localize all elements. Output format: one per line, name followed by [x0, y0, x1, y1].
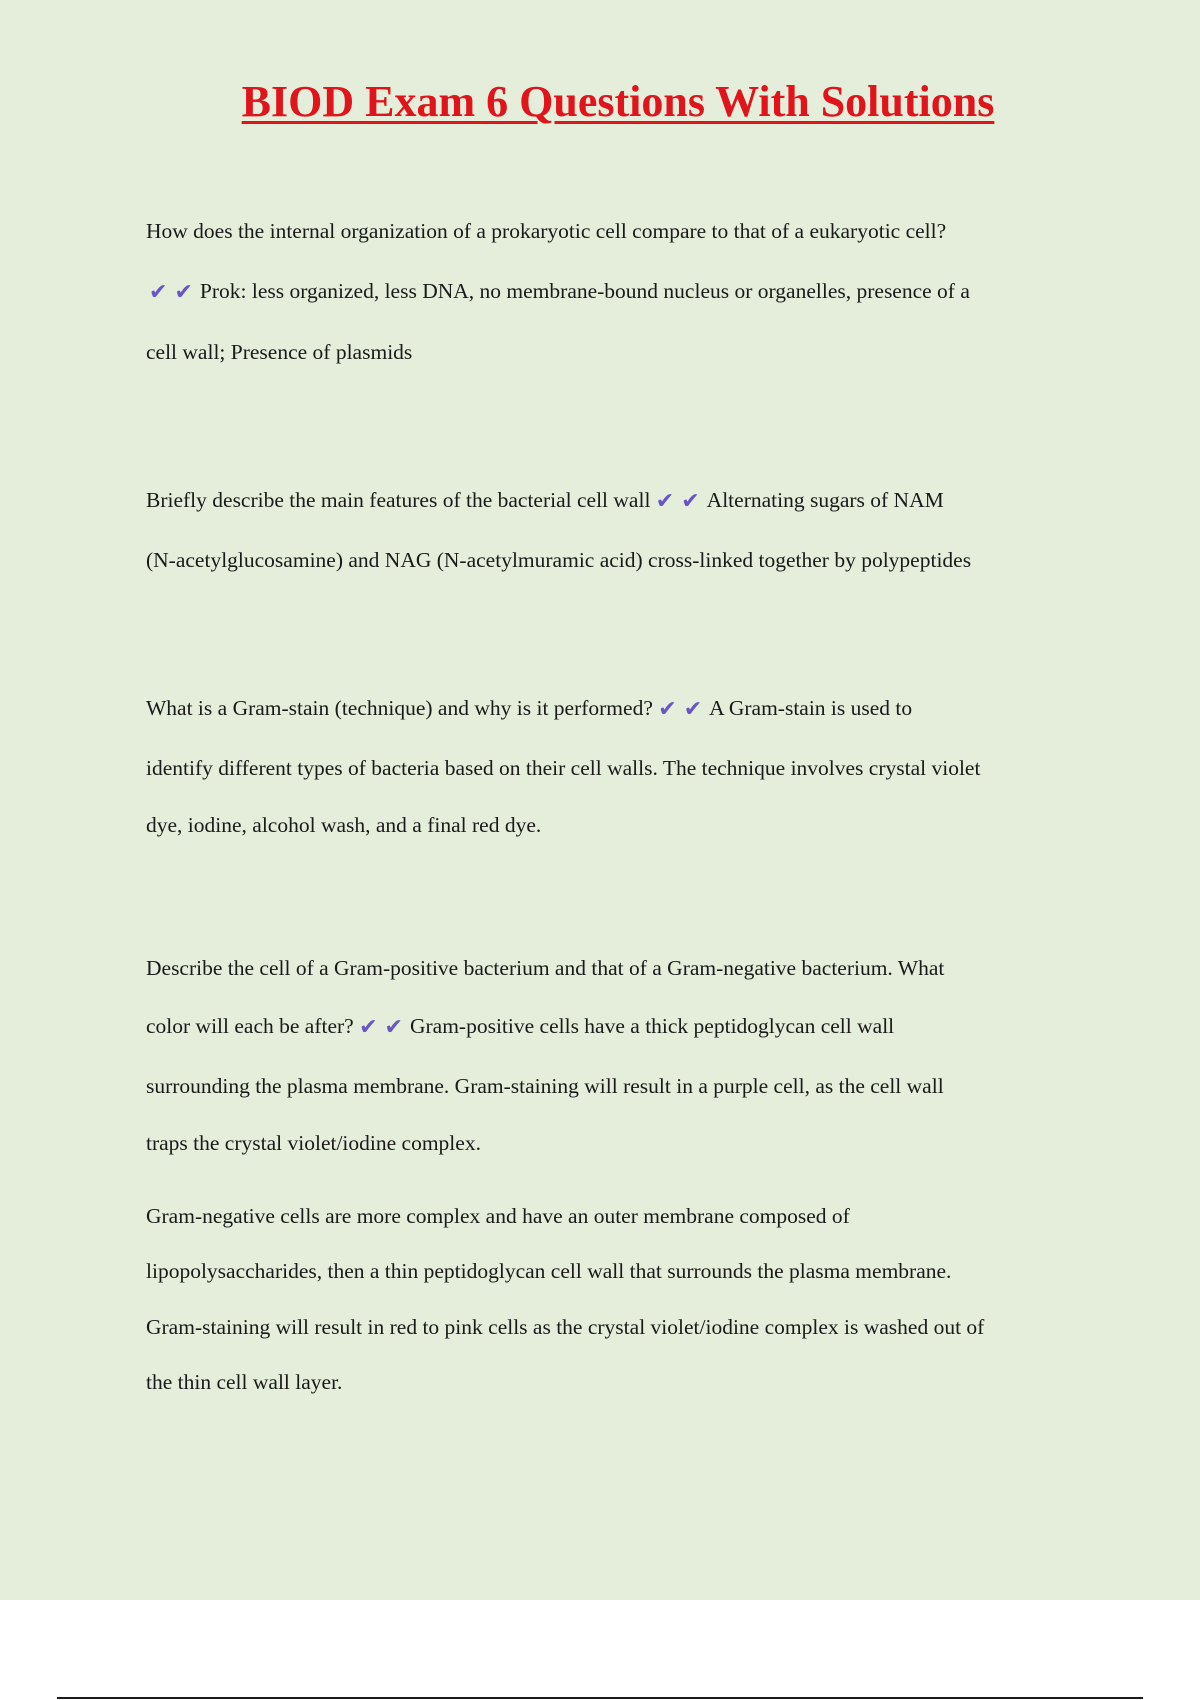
question-text: What is a Gram-stain (technique) and why is it performed? [146, 696, 653, 720]
answer-text: Alternating sugars of NAM [706, 488, 944, 512]
answer-text: Gram-positive cells have a thick peptidoglycan cell wall [409, 1014, 895, 1038]
answer-text: cell wall; Presence of plasmids [146, 340, 413, 364]
answer-text: identify different types of bacteria based on their cell walls. The technique involves crystal violet [146, 756, 981, 780]
page-title: BIOD Exam 6 Questions With Solutions [241, 77, 995, 126]
check-icon: ✔ [683, 697, 703, 722]
question-answer-line [146, 693, 912, 725]
check-icon: ✔ [174, 280, 193, 305]
answer-text: Prok: less organized, less DNA, no membrane-bound nucleus or organelles, presence of a [199, 279, 970, 303]
answer-text: surrounding the plasma membrane. Gram-staining will result in a purple cell, as the cell wall [146, 1074, 944, 1098]
answer-text: the thin cell wall layer. [146, 1370, 343, 1394]
answer-text: Gram-staining will result in red to pink cells as the crystal violet/iodine complex is washed out of [146, 1315, 985, 1339]
question-answer-line [146, 485, 944, 517]
question-text: How does the internal organization of a prokaryotic cell compare to that of a eukaryotic cell? [146, 219, 947, 243]
question-text: color will each be after? [146, 1014, 354, 1038]
check-icon: ✔ [149, 280, 168, 305]
check-icon: ✔ [384, 1015, 403, 1040]
answer-text: Gram-negative cells are more complex and have an outer membrane composed of [146, 1204, 850, 1228]
check-icon: ✔ [658, 697, 677, 722]
answer-line [146, 276, 970, 308]
answer-text: lipopolysaccharides, then a thin peptidoglycan cell wall that surrounds the plasma membrane. [146, 1259, 952, 1283]
answer-text: (N-acetylglucosamine) and NAG (N-acetylmuramic acid) cross-linked together by polypeptides [146, 548, 972, 572]
answer-text: A Gram-stain is used to [709, 696, 913, 720]
answer-text: dye, iodine, alcohol wash, and a final red dye. [146, 813, 542, 837]
question-text: Briefly describe the main features of the bacterial cell wall [146, 488, 651, 512]
footer-divider [57, 1697, 1143, 1699]
check-icon: ✔ [359, 1015, 378, 1040]
check-icon: ✔ [681, 489, 700, 514]
question-answer-line [146, 1011, 894, 1043]
answer-text: traps the crystal violet/iodine complex. [146, 1131, 481, 1155]
check-icon: ✔ [655, 489, 675, 514]
question-text: Describe the cell of a Gram-positive bacterium and that of a Gram-negative bacterium. What [146, 956, 945, 980]
